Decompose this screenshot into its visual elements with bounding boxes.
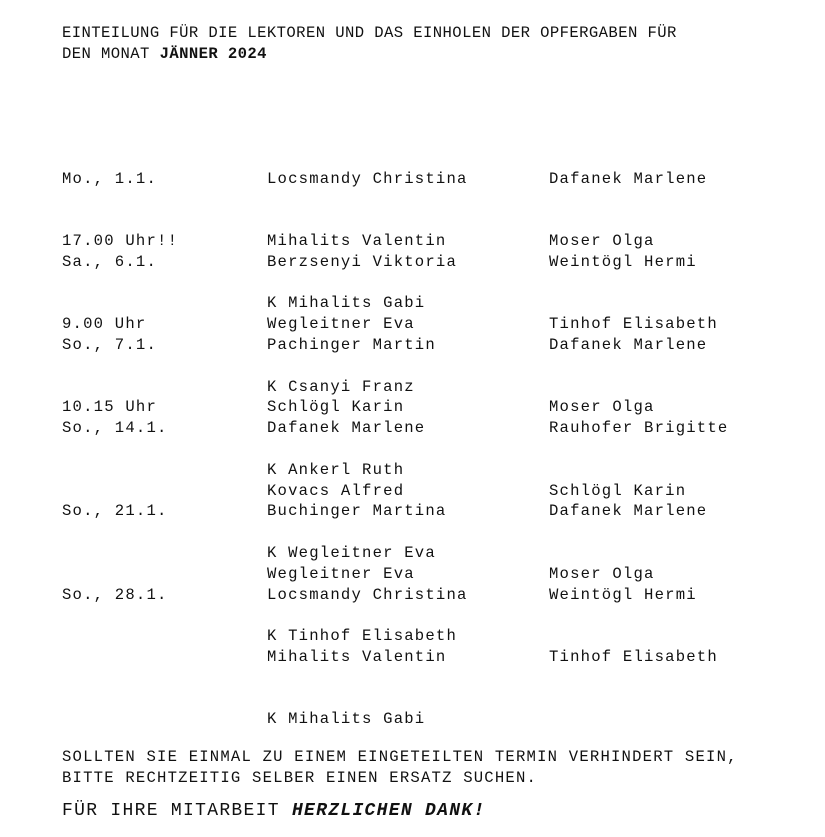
- entry-time: 17.00 Uhr!!: [62, 231, 179, 250]
- lector-name: K Ankerl Ruth: [267, 460, 405, 479]
- footer-note: [62, 747, 738, 788]
- thanks-emphasis: HERZLICHEN DANK!: [291, 801, 486, 821]
- gift-collector-name: Dafanek Marlene: [549, 335, 708, 354]
- heading-line-2: [62, 44, 677, 65]
- entry-date: Mo., 1.1.: [62, 169, 158, 188]
- lector-name: Wegleitner Eva: [267, 315, 415, 334]
- thanks-line: [62, 801, 486, 821]
- lector-name: Wegleitner Eva: [267, 564, 415, 583]
- lector-name: Mihalits Valentin: [267, 647, 447, 666]
- entry-date: Sa., 6.1.: [62, 252, 158, 271]
- heading-month: JÄNNER 2024: [159, 45, 267, 63]
- lector-name: K Mihalits Gabi: [267, 294, 426, 313]
- gift-collector-name: Weintögl Hermi: [549, 585, 697, 604]
- entry-date: So., 14.1.: [62, 419, 168, 438]
- schedule-list: [62, 127, 782, 729]
- gift-collector-name: Moser Olga: [549, 231, 655, 250]
- lector-name: Locsmandy Christina: [267, 169, 468, 188]
- gift-collector-name: Weintögl Hermi: [549, 252, 697, 271]
- gift-collector-name: Schlögl Karin: [549, 481, 687, 500]
- gift-collector-name: Rauhofer Brigitte: [549, 419, 729, 438]
- entry-date: So., 21.1.: [62, 502, 168, 521]
- lector-name: Dafanek Marlene: [267, 419, 426, 438]
- lector-name: Berzsenyi Viktoria: [267, 252, 458, 271]
- heading-line-2-prefix: DEN MONAT: [62, 45, 160, 63]
- entry-date-column: [62, 543, 168, 689]
- entry-time: 10.15 Uhr: [62, 398, 158, 417]
- gift-collector-name: Moser Olga: [549, 398, 655, 417]
- lector-name: Schlögl Karin: [267, 398, 405, 417]
- gift-collector-name: Dafanek Marlene: [549, 502, 708, 521]
- footer-line-1: SOLLTEN SIE EINMAL ZU EINEM EINGETEILTEN TERMIN VERHINDERT SEIN,: [62, 748, 738, 766]
- entry-date: So., 7.1.: [62, 335, 158, 354]
- document-heading: [62, 23, 677, 65]
- lector-name: Mihalits Valentin: [267, 231, 447, 250]
- footer-line-2: BITTE RECHTZEITIG SELBER EINEN ERSATZ SUCHEN.: [62, 768, 538, 787]
- thanks-prefix: FÜR IHRE MITARBEIT: [62, 801, 292, 821]
- entry-time: 9.00 Uhr: [62, 315, 147, 334]
- lector-name: K Wegleitner Eva: [267, 543, 436, 562]
- lector-name: K Csanyi Franz: [267, 377, 415, 396]
- gift-collector-name: Dafanek Marlene: [549, 169, 708, 188]
- lector-name: Locsmandy Christina: [267, 585, 468, 604]
- entry-date: So., 28.1.: [62, 585, 168, 604]
- entry-gifts-column: [549, 543, 718, 709]
- lector-name: K Tinhof Elisabeth: [267, 627, 458, 646]
- gift-collector-name: Moser Olga: [549, 564, 655, 583]
- heading-line-1: EINTEILUNG FÜR DIE LEKTOREN UND DAS EINHOLEN DER OPFERGABEN FÜR: [62, 24, 677, 42]
- lector-name: Buchinger Martina: [267, 502, 447, 521]
- gift-collector-name: Tinhof Elisabeth: [549, 315, 718, 334]
- gift-collector-name: Tinhof Elisabeth: [549, 647, 718, 666]
- lector-name: K Mihalits Gabi: [267, 710, 426, 729]
- lector-name: Kovacs Alfred: [267, 481, 405, 500]
- lector-name: Pachinger Martin: [267, 335, 436, 354]
- entry-lectors-column: [267, 543, 468, 772]
